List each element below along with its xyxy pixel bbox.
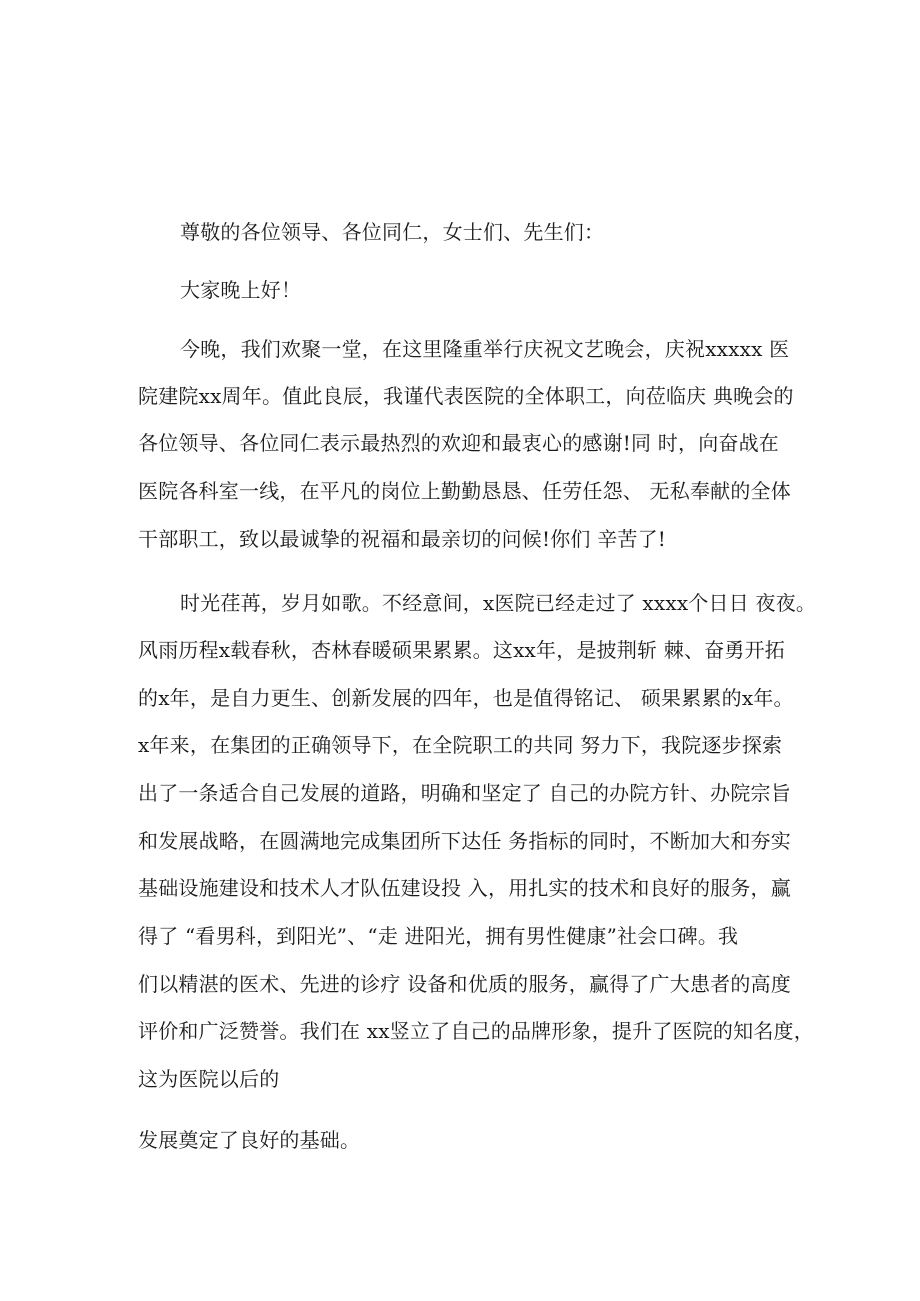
paragraph1-line: 医院各科室一线，在平凡的岗位上勤勤恳恳、任劳任怨、 无私奉献的全体: [138, 479, 791, 503]
paragraph1-line: 干部职工，致以最诚挚的祝福和最亲切的问候!你们 辛苦了!: [138, 527, 667, 551]
paragraph2-line: 基础设施建设和技术人才队伍建设投 入，用扎实的技术和良好的服务，赢: [138, 876, 791, 900]
salutation: 尊敬的各位领导、各位同仁，女士们、先生们：: [180, 220, 605, 244]
paragraph2-line: 的x年，是自力更生、创新发展的四年，也是值得铭记、 硕果累累的x年。: [138, 686, 794, 710]
paragraph2-line: 风雨历程x载春秋，杏林春暖硕果累累。这xx年，是披荆斩 棘、奋勇开拓: [138, 638, 785, 662]
paragraph2-line: 和发展战略，在圆满地完成集团所下达任 务指标的同时，不断加大和夯实: [138, 829, 791, 853]
paragraph2-line: 出了一条适合自己发展的道路，明确和坚定了 自己的办院方针、办院宗旨: [138, 781, 791, 805]
paragraph2-line: 评价和广泛赞誉。我们在 xx竖立了自己的品牌形象，提升了医院的知名度，: [138, 1019, 814, 1043]
paragraph2-line: 得了 “看男科，到阳光”、“走 进阳光，拥有男性健康”社会口碑。我: [138, 924, 739, 948]
paragraph2-line: x年来，在集团的正确领导下，在全院职工的共同 努力下，我院逐步探索: [138, 733, 783, 757]
paragraph2-line: 们以精湛的医术、先进的诊疗 设备和优质的服务，赢得了广大患者的高度: [138, 972, 791, 996]
paragraph2-line: 发展奠定了良好的基础。: [138, 1128, 361, 1152]
paragraph1-line: 院建院xx周年。值此良辰，我谨代表医院的全体职工，向莅临庆 典晚会的: [138, 384, 794, 408]
paragraph1-line: 今晚，我们欢聚一堂，在这里隆重举行庆祝文艺晚会，庆祝xxxxx 医: [180, 337, 790, 361]
greeting: 大家晚上好！: [180, 278, 302, 302]
paragraph1-line: 各位领导、各位同仁表示最热烈的欢迎和最衷心的感谢!同 时，向奋战在: [138, 431, 779, 455]
paragraph2-line: 时光荏苒，岁月如歌。不经意间，x医院已经走过了 xxxx个日日 夜夜。: [180, 591, 817, 615]
paragraph2-line: 这为医院以后的: [138, 1067, 280, 1091]
